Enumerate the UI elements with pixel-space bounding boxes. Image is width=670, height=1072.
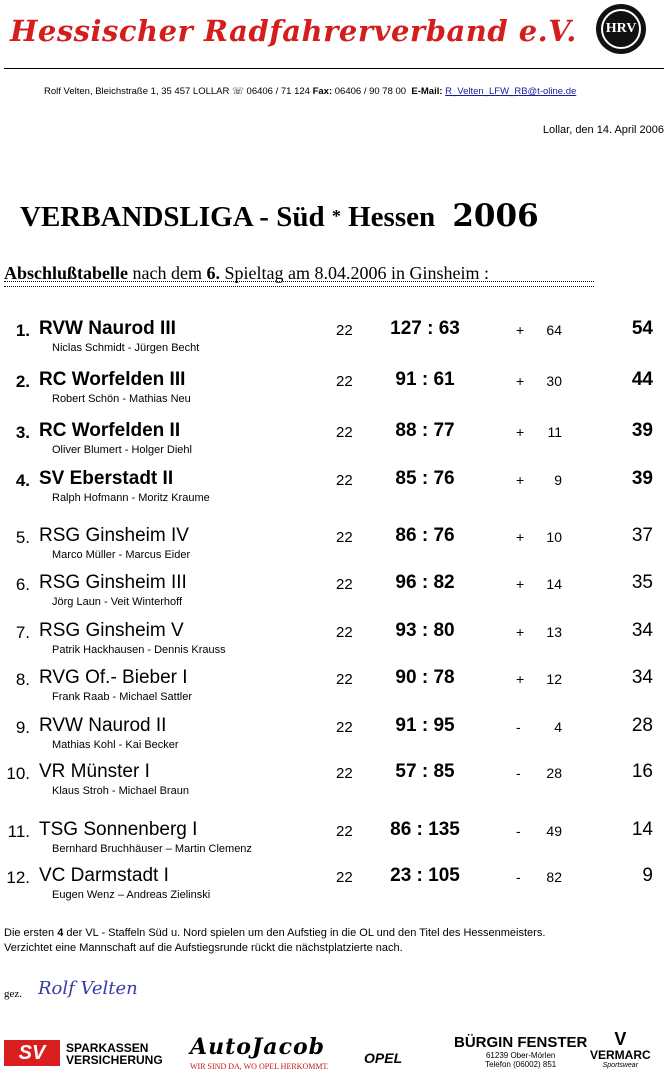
row-team: RSG Ginsheim V bbox=[39, 620, 184, 641]
double-dotted-rule bbox=[4, 281, 594, 287]
sparkassen-logo-mark: SV bbox=[4, 1040, 60, 1066]
league-year: 2006 bbox=[452, 198, 539, 234]
row-games: 22 bbox=[336, 576, 353, 593]
row-games: 22 bbox=[336, 529, 353, 546]
note-line1-a: Die ersten bbox=[4, 927, 55, 939]
row-points: 34 bbox=[631, 620, 653, 641]
sparkassen-logo-text bbox=[66, 1042, 163, 1066]
hrv-logo bbox=[596, 4, 646, 54]
table-row bbox=[0, 667, 670, 713]
row-diff: 14 bbox=[546, 576, 562, 592]
table-row bbox=[0, 525, 670, 571]
sparkassen-line1: SPARKASSEN bbox=[66, 1041, 149, 1055]
row-players: Patrik Hackhausen - Dennis Krauss bbox=[52, 644, 226, 656]
row-diff: 30 bbox=[546, 373, 562, 389]
sparkassen-line2: VERSICHERUNG bbox=[66, 1053, 163, 1067]
row-team: RVW Naurod III bbox=[39, 318, 176, 339]
vermarc-subtitle: Sportswear bbox=[602, 1062, 639, 1069]
row-players: Bernhard Bruchhäuser – Martin Clemenz bbox=[52, 843, 252, 855]
hrv-logo-text: HRV bbox=[601, 9, 641, 49]
row-score: 86 : 76 bbox=[395, 525, 455, 546]
row-sign: + bbox=[516, 424, 525, 440]
row-team: RVG Of.- Bieber I bbox=[39, 667, 188, 688]
row-score: 88 : 77 bbox=[395, 420, 455, 441]
row-rank: 6. bbox=[15, 575, 30, 594]
table-row bbox=[0, 420, 670, 466]
row-points: 35 bbox=[631, 572, 653, 593]
row-players: Klaus Stroh - Michael Braun bbox=[52, 785, 189, 797]
table-row bbox=[0, 620, 670, 666]
signature-label: gez. bbox=[4, 988, 23, 1000]
autojacob-logo: AutoJacob bbox=[190, 1034, 326, 1060]
sponsor-autojacob bbox=[190, 1034, 329, 1071]
row-games: 22 bbox=[336, 869, 353, 886]
league-region: Hessen bbox=[348, 201, 436, 233]
league-title bbox=[20, 198, 539, 234]
row-players: Eugen Wenz – Andreas Zielinski bbox=[52, 889, 211, 901]
row-sign: - bbox=[516, 765, 521, 781]
fax-label: Fax: bbox=[312, 86, 333, 97]
row-games: 22 bbox=[336, 472, 353, 489]
row-score: 57 : 85 bbox=[395, 761, 455, 782]
row-score: 23 : 105 bbox=[390, 865, 460, 886]
row-diff: 12 bbox=[546, 671, 562, 687]
buergin-logo: BÜRGIN FENSTER bbox=[454, 1034, 588, 1051]
row-team: VC Darmstadt I bbox=[39, 865, 169, 886]
row-rank: 8. bbox=[15, 670, 30, 689]
email-link[interactable]: R_Velten_LFW_RB@t-oline.de bbox=[445, 86, 577, 97]
vermarc-logo-mark: V bbox=[614, 1029, 627, 1049]
row-diff: 11 bbox=[547, 424, 562, 440]
row-team: RVW Naurod II bbox=[39, 715, 167, 736]
row-players: Ralph Hofmann - Moritz Kraume bbox=[52, 492, 210, 504]
note-line1-num: 4 bbox=[57, 927, 64, 939]
row-rank: 7. bbox=[15, 623, 30, 642]
signature-name: Rolf Velten bbox=[38, 978, 138, 999]
phone-icon: ☏ bbox=[232, 86, 244, 97]
row-players: Marco Müller - Marcus Eider bbox=[52, 549, 191, 561]
contact-line bbox=[44, 86, 576, 97]
row-games: 22 bbox=[336, 719, 353, 736]
row-players: Niclas Schmidt - Jürgen Becht bbox=[52, 342, 200, 354]
row-team: RC Worfelden II bbox=[39, 420, 181, 441]
contact-phone: 06406 / 71 124 bbox=[246, 86, 310, 97]
row-rank: 9. bbox=[15, 718, 30, 737]
table-row bbox=[0, 369, 670, 415]
row-games: 22 bbox=[336, 671, 353, 688]
row-team: RSG Ginsheim IV bbox=[39, 525, 189, 546]
row-team: RSG Ginsheim III bbox=[39, 572, 187, 593]
row-sign: - bbox=[516, 869, 521, 885]
row-sign: + bbox=[516, 322, 525, 338]
row-score: 96 : 82 bbox=[395, 572, 455, 593]
row-sign: + bbox=[516, 373, 525, 389]
table-row bbox=[0, 468, 670, 514]
row-games: 22 bbox=[336, 765, 353, 782]
row-points: 39 bbox=[631, 420, 653, 441]
table-row bbox=[0, 715, 670, 761]
row-score: 91 : 95 bbox=[395, 715, 455, 736]
row-score: 93 : 80 bbox=[395, 620, 455, 641]
row-sign: + bbox=[516, 671, 525, 687]
row-games: 22 bbox=[336, 322, 353, 339]
table-row bbox=[0, 318, 670, 364]
row-games: 22 bbox=[336, 823, 353, 840]
date-line: Lollar, den 14. April 2006 bbox=[542, 124, 664, 136]
row-sign: + bbox=[516, 529, 525, 545]
row-sign: + bbox=[516, 624, 525, 640]
vermarc-logo: VERMARC bbox=[590, 1048, 651, 1062]
row-points: 28 bbox=[631, 715, 653, 736]
row-diff: 49 bbox=[546, 823, 562, 839]
row-team: TSG Sonnenberg I bbox=[39, 819, 198, 840]
header-rule bbox=[4, 68, 664, 69]
table-row bbox=[0, 761, 670, 807]
row-rank: 3. bbox=[15, 423, 30, 442]
org-title: Hessischer Radfahrerverband e.V. bbox=[10, 14, 577, 48]
note-text bbox=[4, 926, 545, 956]
row-score: 127 : 63 bbox=[390, 318, 460, 339]
row-diff: 10 bbox=[546, 529, 562, 545]
row-score: 91 : 61 bbox=[395, 369, 455, 390]
row-players: Oliver Blumert - Holger Diehl bbox=[52, 444, 192, 456]
row-sign: + bbox=[516, 576, 525, 592]
row-sign: - bbox=[516, 719, 521, 735]
row-rank: 4. bbox=[15, 471, 30, 490]
row-rank: 11. bbox=[7, 822, 30, 841]
row-players: Robert Schön - Mathias Neu bbox=[52, 393, 191, 405]
league-name: VERBANDSLIGA - Süd bbox=[20, 201, 325, 233]
row-score: 86 : 135 bbox=[390, 819, 460, 840]
buergin-addr1: 61239 Ober-Mörlen bbox=[485, 1051, 556, 1060]
row-team: SV Eberstadt II bbox=[39, 468, 174, 489]
subtitle-text1: nach dem bbox=[132, 263, 202, 283]
row-rank: 12. bbox=[6, 868, 30, 887]
sponsor-buergin bbox=[454, 1034, 587, 1069]
sponsor-vermarc bbox=[590, 1030, 651, 1069]
row-diff: 4 bbox=[554, 719, 562, 735]
star-separator: * bbox=[331, 206, 341, 226]
row-sign: + bbox=[516, 472, 525, 488]
row-team: VR Münster I bbox=[39, 761, 150, 782]
row-diff: 28 bbox=[546, 765, 562, 781]
row-points: 37 bbox=[631, 525, 653, 546]
table-row bbox=[0, 819, 670, 865]
row-rank: 2. bbox=[15, 372, 30, 391]
row-diff: 13 bbox=[546, 624, 562, 640]
note-line2: Verzichtet eine Mannschaft auf die Aufstiegsrunde rückt die nächstplatzierte nach. bbox=[4, 942, 403, 954]
row-team: RC Worfelden III bbox=[39, 369, 186, 390]
row-points: 39 bbox=[631, 468, 653, 489]
table-row bbox=[0, 865, 670, 911]
subtitle-round: 6. bbox=[206, 263, 220, 283]
subtitle-text2: Spieltag am 8.04.2006 in Ginsheim : bbox=[224, 263, 489, 283]
row-diff: 64 bbox=[546, 322, 562, 338]
row-points: 44 bbox=[631, 369, 653, 390]
row-games: 22 bbox=[336, 373, 353, 390]
row-players: Mathias Kohl - Kai Becker bbox=[52, 739, 179, 751]
row-points: 34 bbox=[631, 667, 653, 688]
autojacob-tagline: WIR SIND DA, WO OPEL HERKOMMT. bbox=[190, 1062, 329, 1071]
row-points: 14 bbox=[631, 819, 653, 840]
sponsor-opel: OPEL bbox=[364, 1050, 403, 1066]
row-sign: - bbox=[516, 823, 521, 839]
row-points: 54 bbox=[631, 318, 653, 339]
contact-address: Rolf Velten, Bleichstraße 1, 35 457 LOLLAR bbox=[44, 86, 230, 97]
row-diff: 9 bbox=[554, 472, 562, 488]
note-line1-b: der VL - Staffeln Süd u. Nord spielen um den Aufstieg in die OL und den Titel des Hessenmeisters. bbox=[66, 927, 546, 939]
row-rank: 10. bbox=[6, 764, 30, 783]
subtitle-label: Abschlußtabelle bbox=[4, 263, 129, 283]
table-row bbox=[0, 572, 670, 618]
row-players: Jörg Laun - Veit Winterhoff bbox=[52, 596, 183, 608]
row-rank: 5. bbox=[15, 528, 30, 547]
sponsor-bar bbox=[0, 1026, 670, 1072]
row-score: 90 : 78 bbox=[395, 667, 455, 688]
row-points: 9 bbox=[642, 865, 653, 886]
row-players: Frank Raab - Michael Sattler bbox=[52, 691, 192, 703]
row-games: 22 bbox=[336, 424, 353, 441]
contact-fax: 06406 / 90 78 00 bbox=[334, 86, 407, 97]
row-score: 85 : 76 bbox=[395, 468, 455, 489]
row-points: 16 bbox=[631, 761, 653, 782]
row-diff: 82 bbox=[546, 869, 562, 885]
row-games: 22 bbox=[336, 624, 353, 641]
buergin-addr2: Telefon (06002) 851 bbox=[485, 1060, 557, 1069]
email-label: E-Mail: bbox=[411, 86, 443, 97]
row-rank: 1. bbox=[15, 321, 30, 340]
